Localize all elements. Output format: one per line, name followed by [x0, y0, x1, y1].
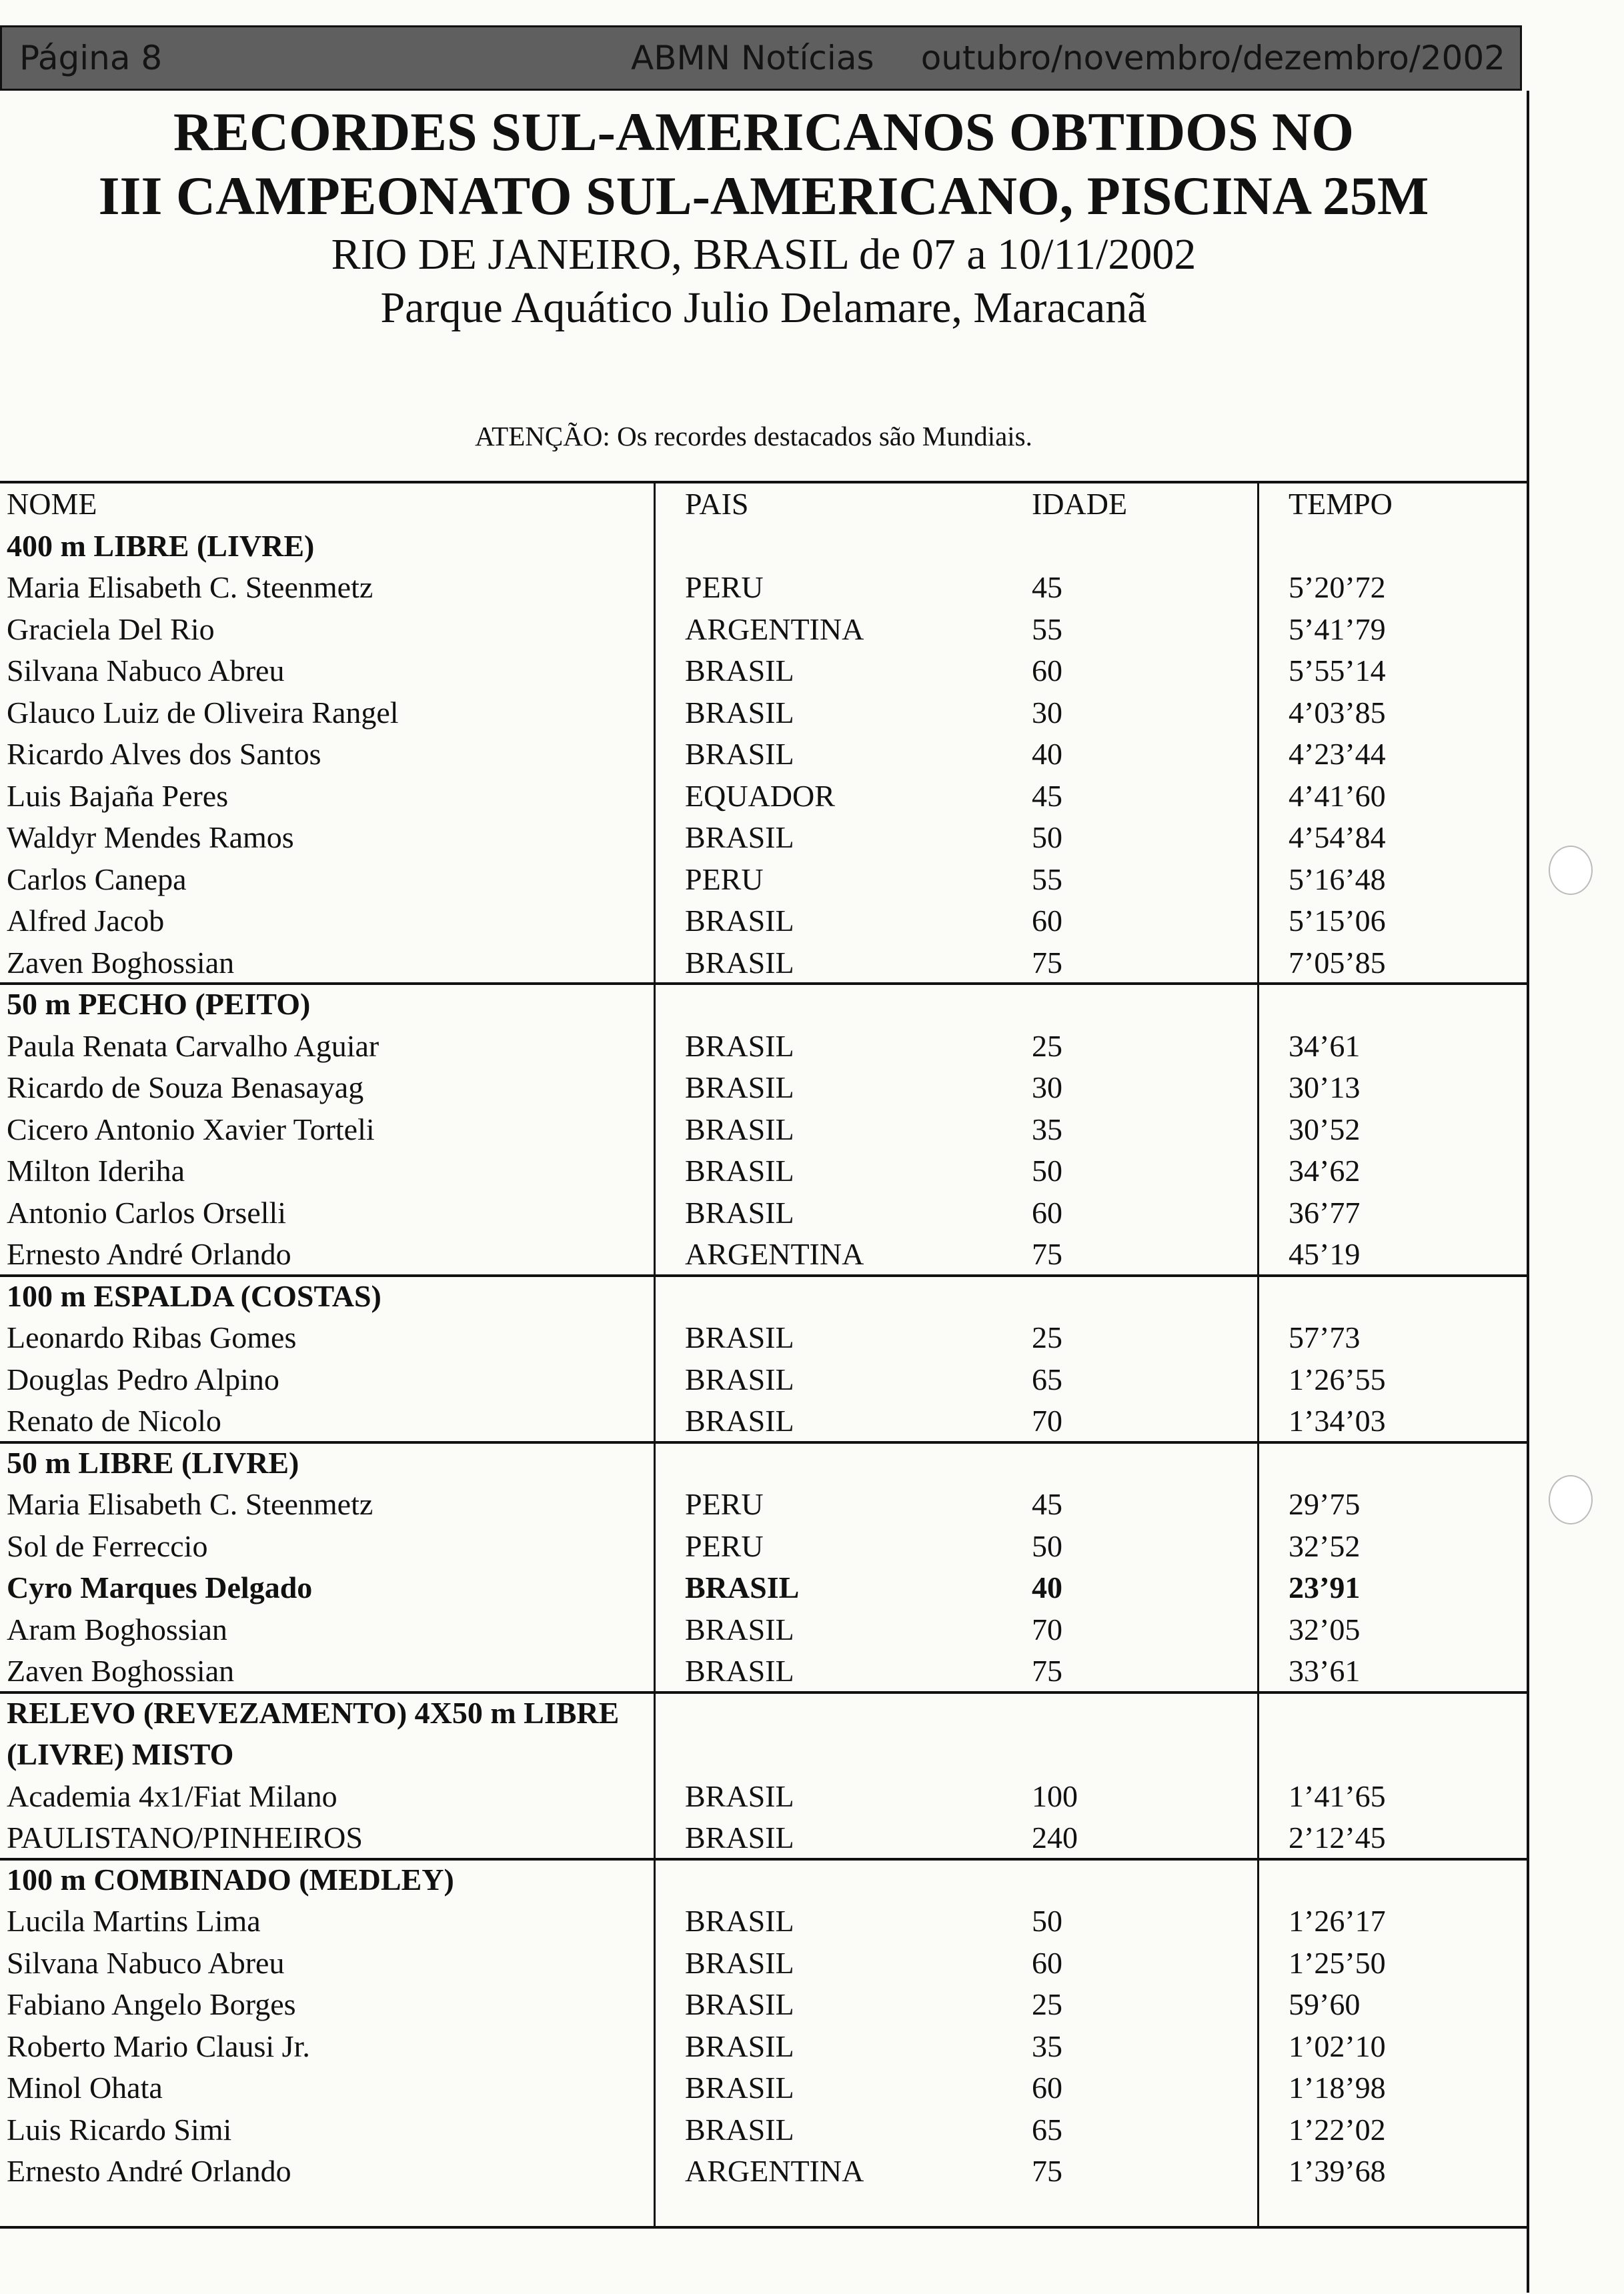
swimmer-age: 45 — [1032, 1487, 1062, 1521]
swimmer-age: 30 — [1032, 1070, 1062, 1104]
record-time: 34’62 — [1289, 1154, 1361, 1188]
record-row — [0, 1984, 1527, 2025]
swimmer-age: 25 — [1032, 1029, 1062, 1063]
record-row — [0, 2109, 1527, 2151]
record-row — [0, 776, 1527, 817]
swimmer-age: 75 — [1032, 1237, 1062, 1271]
record-time: 7’05’85 — [1289, 946, 1386, 980]
record-time: 29’75 — [1289, 1487, 1361, 1521]
record-row — [0, 2151, 1527, 2192]
swimmer-age: 25 — [1032, 1987, 1062, 2021]
swimmer-age: 50 — [1032, 1154, 1062, 1188]
record-time: 2’12’45 — [1289, 1821, 1386, 1855]
record-row — [0, 1359, 1527, 1400]
swimmer-country: BRASIL — [685, 654, 794, 688]
section-title-row — [0, 1692, 1527, 1734]
swimmer-country: BRASIL — [685, 2029, 794, 2063]
swimmer-age: 60 — [1032, 654, 1062, 688]
record-time: 1’02’10 — [1289, 2029, 1386, 2063]
swimmer-country: PERU — [685, 570, 764, 604]
record-time: 5’41’79 — [1289, 612, 1386, 646]
binder-hole-top — [1549, 846, 1593, 895]
swimmer-age: 50 — [1032, 1529, 1062, 1563]
table-bottom-rule — [0, 2226, 1529, 2229]
swimmer-name: Carlos Canepa — [7, 862, 187, 896]
swimmer-name: Renato de Nicolo — [7, 1404, 221, 1438]
swimmer-name: Lucila Martins Lima — [7, 1904, 261, 1938]
event-title: 400 m LIBRE (LIVRE) — [7, 529, 315, 563]
swimmer-name: Waldyr Mendes Ramos — [7, 820, 294, 854]
swimmer-name: Silvana Nabuco Abreu — [7, 654, 285, 688]
swimmer-age: 60 — [1032, 2071, 1062, 2105]
record-time: 1’41’65 — [1289, 1779, 1386, 1813]
record-row — [0, 1526, 1527, 1567]
swimmer-name: Leonardo Ribas Gomes — [7, 1320, 297, 1354]
swimmer-age: 75 — [1032, 2154, 1062, 2188]
column-divider-country — [654, 482, 656, 2227]
swimmer-age: 75 — [1032, 1654, 1062, 1688]
section-title-row — [0, 1859, 1527, 1901]
swimmer-country: ARGENTINA — [685, 2154, 864, 2188]
section-title-row — [0, 1276, 1527, 1317]
record-time: 59’60 — [1289, 1987, 1361, 2021]
swimmer-age: 60 — [1032, 1946, 1062, 1980]
section-title-row — [0, 1442, 1527, 1484]
record-time: 36’77 — [1289, 1196, 1361, 1230]
record-time: 1’18’98 — [1289, 2071, 1386, 2105]
event-venue: Parque Aquático Julio Delamare, Maracanã — [380, 283, 1147, 332]
column-divider-time — [1257, 482, 1259, 2227]
swimmer-age: 50 — [1032, 1904, 1062, 1938]
record-row — [0, 1067, 1527, 1108]
swimmer-country: BRASIL — [685, 1570, 800, 1604]
swimmer-age: 70 — [1032, 1612, 1062, 1646]
swimmer-country: BRASIL — [685, 1112, 794, 1146]
record-time: 5’20’72 — [1289, 570, 1386, 604]
issue-date: outubro/novembro/dezembro/2002 — [920, 39, 1505, 77]
page-header — [0, 25, 1522, 91]
record-row — [0, 859, 1527, 900]
event-title: 100 m COMBINADO (MEDLEY) — [7, 1863, 454, 1897]
record-time: 34’61 — [1289, 1029, 1361, 1063]
swimmer-name: Cyro Marques Delgado — [7, 1570, 313, 1604]
swimmer-country: BRASIL — [685, 1404, 794, 1438]
column-header-time: TEMPO — [1289, 487, 1393, 521]
swimmer-name: Maria Elisabeth C. Steenmetz — [7, 570, 373, 604]
record-row — [0, 1109, 1527, 1150]
record-row — [0, 1609, 1527, 1650]
swimmer-name: PAULISTANO/PINHEIROS — [7, 1821, 363, 1855]
record-row — [0, 2067, 1527, 2109]
record-time: 30’52 — [1289, 1112, 1361, 1146]
swimmer-age: 40 — [1032, 1570, 1062, 1604]
record-time: 1’25’50 — [1289, 1946, 1386, 1980]
record-time: 45’19 — [1289, 1237, 1361, 1271]
swimmer-country: BRASIL — [685, 1779, 794, 1813]
event-title-continued: (LIVRE) MISTO — [7, 1737, 234, 1771]
record-row — [0, 567, 1527, 608]
swimmer-age: 60 — [1032, 1196, 1062, 1230]
swimmer-name: Luis Ricardo Simi — [7, 2113, 232, 2147]
swimmer-country: ARGENTINA — [685, 612, 864, 646]
swimmer-name: Academia 4x1/Fiat Milano — [7, 1779, 337, 1813]
record-row — [0, 1150, 1527, 1192]
record-row — [0, 2026, 1527, 2067]
swimmer-name: Zaven Boghossian — [7, 946, 235, 980]
record-row — [0, 1317, 1527, 1358]
swimmer-name: Ernesto André Orlando — [7, 2154, 291, 2188]
swimmer-country: BRASIL — [685, 1612, 794, 1646]
record-time: 30’13 — [1289, 1070, 1361, 1104]
swimmer-name: Douglas Pedro Alpino — [7, 1362, 279, 1396]
swimmer-country: BRASIL — [685, 1029, 794, 1063]
record-row — [0, 1943, 1527, 1984]
record-time: 1’26’17 — [1289, 1904, 1386, 1938]
swimmer-age: 55 — [1032, 612, 1062, 646]
record-row — [0, 942, 1527, 984]
swimmer-name: Paula Renata Carvalho Aguiar — [7, 1029, 379, 1063]
column-header-name: NOME — [7, 487, 97, 521]
swimmer-age: 35 — [1032, 1112, 1062, 1146]
swimmer-country: BRASIL — [685, 1320, 794, 1354]
swimmer-name: Cicero Antonio Xavier Torteli — [7, 1112, 375, 1146]
swimmer-country: BRASIL — [685, 1904, 794, 1938]
swimmer-name: Ricardo de Souza Benasayag — [7, 1070, 364, 1104]
swimmer-name: Sol de Ferreccio — [7, 1529, 208, 1563]
record-row — [0, 900, 1527, 942]
record-row — [0, 1650, 1527, 1692]
swimmer-name: Zaven Boghossian — [7, 1654, 235, 1688]
swimmer-country: BRASIL — [685, 1362, 794, 1396]
swimmer-age: 240 — [1032, 1821, 1078, 1855]
record-row — [0, 609, 1527, 650]
swimmer-name: Antonio Carlos Orselli — [7, 1196, 287, 1230]
swimmer-country: BRASIL — [685, 1154, 794, 1188]
swimmer-age: 70 — [1032, 1404, 1062, 1438]
record-time: 4’41’60 — [1289, 779, 1386, 813]
record-row — [0, 1817, 1527, 1859]
section-title-row — [0, 525, 1527, 567]
swimmer-country: BRASIL — [685, 1196, 794, 1230]
swimmer-country: BRASIL — [685, 696, 794, 730]
section-title-row — [0, 984, 1527, 1025]
swimmer-name: Minol Ohata — [7, 2071, 163, 2105]
title-block — [0, 100, 1527, 335]
swimmer-name: Ricardo Alves dos Santos — [7, 737, 321, 771]
swimmer-age: 30 — [1032, 696, 1062, 730]
swimmer-age: 75 — [1032, 946, 1062, 980]
swimmer-age: 40 — [1032, 737, 1062, 771]
record-row — [0, 1192, 1527, 1234]
record-time: 5’16’48 — [1289, 862, 1386, 896]
swimmer-name: Luis Bajaña Peres — [7, 779, 229, 813]
swimmer-age: 65 — [1032, 1362, 1062, 1396]
record-row — [0, 1901, 1527, 1942]
swimmer-country: ARGENTINA — [685, 1237, 864, 1271]
swimmer-name: Glauco Luiz de Oliveira Rangel — [7, 696, 399, 730]
swimmer-age: 60 — [1032, 904, 1062, 938]
swimmer-name: Silvana Nabuco Abreu — [7, 1946, 285, 1980]
swimmer-country: PERU — [685, 1529, 764, 1563]
event-title: 50 m PECHO (PEITO) — [7, 987, 311, 1021]
swimmer-country: PERU — [685, 1487, 764, 1521]
swimmer-name: Milton Ideriha — [7, 1154, 185, 1188]
world-record-row — [0, 1567, 1527, 1608]
swimmer-name: Aram Boghossian — [7, 1612, 227, 1646]
column-header-country: PAIS — [685, 487, 749, 521]
swimmer-country: BRASIL — [685, 1654, 794, 1688]
record-time: 32’05 — [1289, 1612, 1361, 1646]
record-time: 33’61 — [1289, 1654, 1361, 1688]
swimmer-country: BRASIL — [685, 737, 794, 771]
swimmer-name: Fabiano Angelo Borges — [7, 1987, 296, 2021]
record-row — [0, 817, 1527, 858]
event-title: 100 m ESPALDA (COSTAS) — [7, 1279, 381, 1313]
swimmer-age: 65 — [1032, 2113, 1062, 2147]
swimmer-name: Maria Elisabeth C. Steenmetz — [7, 1487, 373, 1521]
record-row — [0, 1776, 1527, 1817]
swimmer-country: BRASIL — [685, 904, 794, 938]
record-row — [0, 1234, 1527, 1275]
publication-name: ABMN Notícias — [631, 39, 874, 77]
swimmer-country: BRASIL — [685, 2071, 794, 2105]
record-time: 4’03’85 — [1289, 696, 1386, 730]
swimmer-name: Graciela Del Rio — [7, 612, 215, 646]
swimmer-country: PERU — [685, 862, 764, 896]
record-time: 32’52 — [1289, 1529, 1361, 1563]
swimmer-country: BRASIL — [685, 820, 794, 854]
swimmer-age: 55 — [1032, 862, 1062, 896]
record-row — [0, 1026, 1527, 1067]
page-number: Página 8 — [19, 39, 163, 77]
title-line-2: III CAMPEONATO SUL-AMERICANO, PISCINA 25M — [98, 165, 1429, 226]
record-time: 5’15’06 — [1289, 904, 1386, 938]
swimmer-name: Roberto Mario Clausi Jr. — [7, 2029, 310, 2063]
swimmer-age: 50 — [1032, 820, 1062, 854]
record-time: 1’34’03 — [1289, 1404, 1386, 1438]
swimmer-country: EQUADOR — [685, 779, 835, 813]
swimmer-age: 45 — [1032, 779, 1062, 813]
event-location-date: RIO DE JANEIRO, BRASIL de 07 a 10/11/2002 — [331, 230, 1196, 279]
record-row — [0, 1400, 1527, 1442]
binder-hole-bottom — [1549, 1475, 1593, 1524]
swimmer-age: 45 — [1032, 570, 1062, 604]
section-title-row — [0, 1734, 1527, 1775]
column-header-age: IDADE — [1032, 487, 1128, 521]
event-title: 50 m LIBRE (LIVRE) — [7, 1446, 299, 1480]
record-time: 1’22’02 — [1289, 2113, 1386, 2147]
record-time: 1’26’55 — [1289, 1362, 1386, 1396]
record-time: 4’54’84 — [1289, 820, 1386, 854]
record-time: 1’39’68 — [1289, 2154, 1386, 2188]
title-line-1: RECORDES SUL-AMERICANOS OBTIDOS NO — [173, 101, 1355, 162]
attention-note: ATENÇÃO: Os recordes destacados são Mundiais. — [475, 421, 1032, 451]
swimmer-name: Alfred Jacob — [7, 904, 165, 938]
record-time: 4’23’44 — [1289, 737, 1386, 771]
record-time: 23’91 — [1289, 1570, 1361, 1604]
swimmer-country: BRASIL — [685, 1070, 794, 1104]
column-header-row — [0, 483, 1527, 525]
event-title: RELEVO (REVEZAMENTO) 4X50 m LIBRE — [7, 1696, 620, 1730]
record-row — [0, 734, 1527, 775]
swimmer-name: Ernesto André Orlando — [7, 1237, 291, 1271]
swimmer-country: BRASIL — [685, 1987, 794, 2021]
swimmer-country: BRASIL — [685, 946, 794, 980]
record-time: 57’73 — [1289, 1320, 1361, 1354]
swimmer-country: BRASIL — [685, 2113, 794, 2147]
swimmer-age: 25 — [1032, 1320, 1062, 1354]
record-row — [0, 692, 1527, 734]
swimmer-country: BRASIL — [685, 1821, 794, 1855]
record-row — [0, 1484, 1527, 1525]
record-row — [0, 650, 1527, 692]
swimmer-country: BRASIL — [685, 1946, 794, 1980]
swimmer-age: 100 — [1032, 1779, 1078, 1813]
swimmer-age: 35 — [1032, 2029, 1062, 2063]
record-time: 5’55’14 — [1289, 654, 1386, 688]
